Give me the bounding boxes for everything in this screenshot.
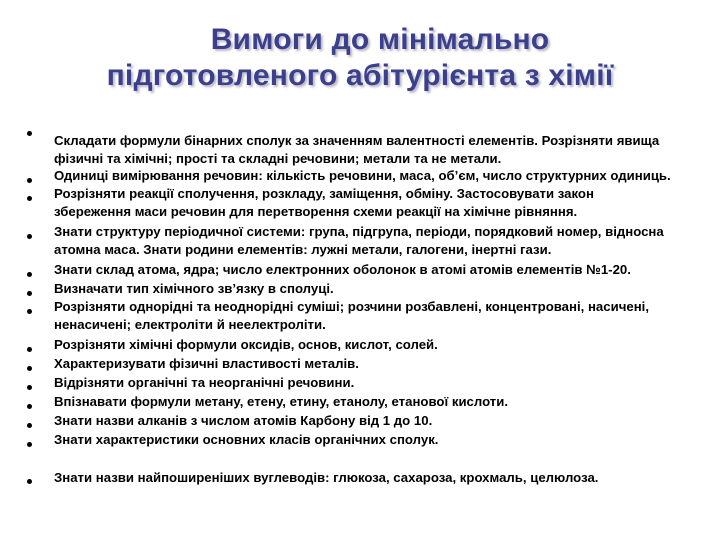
list-item-line: збереження маси речовин для перетворення схеми реакції на хімічне рівняння.	[54, 203, 578, 219]
list-item	[54, 280, 714, 298]
list-item-line: фізичні та хімічні; прості та складні речовини; метали та не метали.	[54, 150, 502, 166]
bullet-marker	[27, 404, 32, 409]
list-item-line: Одиниці вимірювання речовин: кількість речовини, маса, об’єм, число структурних одиниць.	[54, 168, 671, 183]
list-item-line: Розрізняти хімічні формули оксидів, основ, кислот, солей.	[54, 337, 438, 352]
title-line-1: Вимоги до мінімально	[210, 23, 550, 56]
list-item	[54, 355, 714, 373]
bullet-marker	[27, 479, 32, 484]
list-item	[54, 185, 714, 220]
list-item	[54, 393, 714, 411]
list-item	[54, 431, 714, 449]
list-item	[54, 374, 714, 392]
list-item	[54, 167, 714, 185]
list-item-line: Розрізняти реакції сполучення, розкладу, заміщення, обміну. Застосовувати закон	[54, 186, 594, 201]
list-item-line: атомна маса. Знати родини елементів: лужні метали, галогени, інертні гази.	[54, 241, 552, 257]
list-item	[54, 223, 714, 258]
list-item	[54, 261, 714, 279]
list-item-line: Відрізняти органічні та неорганічні речовини.	[54, 375, 355, 390]
list-item-line: Визначати тип хімічного зв’язку в сполуці.	[54, 281, 334, 296]
bullet-marker	[27, 178, 32, 183]
list-item-line: Впізнавати формули метану, етену, етину, етанолу, етанової кислоти.	[54, 394, 509, 409]
bullet-marker	[27, 309, 32, 314]
list-item-line: Розрізняти однорідні та неоднорідні суміші; розчини розбавлені, концентровані, насичені,	[54, 299, 649, 314]
list-item-line: Знати структуру періодичної системи: група, підгрупа, періоди, порядковий номер, відносна	[54, 224, 664, 239]
bullet-marker	[27, 291, 32, 296]
list-item-line: Знати назви найпоширеніших вуглеводів: глюкоза, сахароза, крохмаль, целюлоза.	[54, 470, 599, 485]
list-item-line: Знати склад атома, ядра; число електронних оболонок в атомі атомів елементів №1-20.	[54, 262, 631, 277]
list-item-line: Складати формули бінарних сполук за значенням валентності елементів. Розрізняти явища	[54, 133, 660, 148]
list-item-line: Знати назви алканів з числом атомів Карбону від 1 до 10.	[54, 413, 433, 428]
list-item-line: Знати характеристики основних класів органічних сполук.	[54, 432, 439, 447]
list-item	[54, 132, 714, 167]
bullet-marker	[27, 385, 32, 390]
bullet-marker	[27, 234, 32, 239]
bullet-marker	[27, 347, 32, 352]
list-item	[54, 412, 714, 430]
bullet-marker	[27, 131, 32, 136]
list-item-line: ненасичені; електроліти й неелектроліти.	[54, 316, 326, 332]
list-item-line: Характеризувати фізичні властивості металів.	[54, 356, 359, 371]
list-item	[54, 469, 714, 487]
title-line-2: підготовленого абітурієнта з хімії	[106, 59, 614, 92]
bullet-marker	[27, 272, 32, 277]
list-item	[54, 336, 714, 354]
list-item	[54, 298, 714, 333]
bullet-marker	[27, 423, 32, 428]
bullet-marker	[27, 196, 32, 201]
bullet-marker	[27, 366, 32, 371]
bullet-marker	[27, 442, 32, 447]
